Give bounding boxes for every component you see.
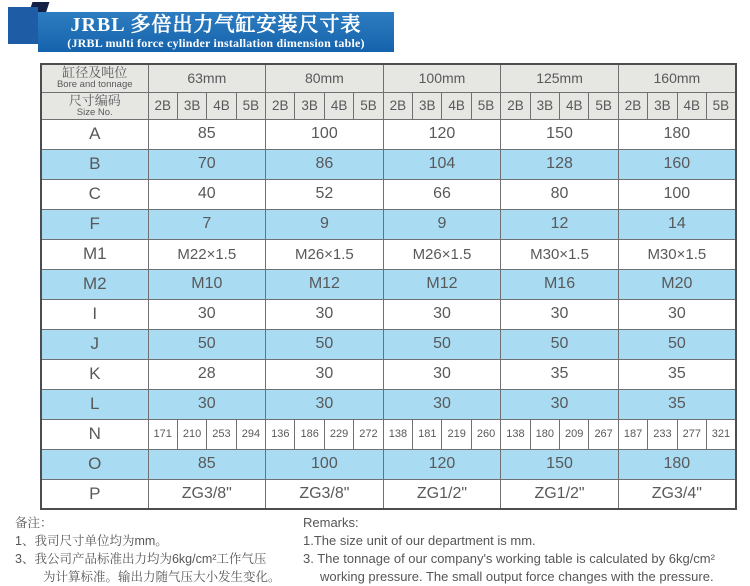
size-col-header: 2B: [618, 92, 647, 119]
cell-F-160mm: 14: [618, 209, 736, 239]
notes-en-line3: working pressure. The small output force changes with the pressure.: [320, 569, 714, 584]
cell-B-100mm: 104: [383, 149, 501, 179]
cell-P-63mm: ZG3/8": [148, 479, 266, 509]
cell-F-125mm: 12: [501, 209, 619, 239]
cell-A-125mm: 150: [501, 119, 619, 149]
cell-N: 277: [677, 419, 706, 449]
table-row-M2: [41, 269, 736, 299]
table-row-L: [41, 389, 736, 419]
cell-P-125mm: ZG1/2": [501, 479, 619, 509]
cell-K-160mm: 35: [618, 359, 736, 389]
size-no-header-cell: [41, 92, 148, 119]
dimension-table: [40, 63, 737, 510]
row-label: J: [41, 329, 148, 359]
cell-N: 171: [148, 419, 177, 449]
cell-N: 253: [207, 419, 236, 449]
cell-O-63mm: 85: [148, 449, 266, 479]
row-label: I: [41, 299, 148, 329]
table-row-N: [41, 419, 736, 449]
cell-A-100mm: 120: [383, 119, 501, 149]
row-label: B: [41, 149, 148, 179]
size-col-header: 3B: [177, 92, 206, 119]
row-label: C: [41, 179, 148, 209]
notes-chinese: [15, 514, 281, 586]
cell-F-80mm: 9: [266, 209, 384, 239]
cell-M2-100mm: M12: [383, 269, 501, 299]
table-row-P: [41, 479, 736, 509]
blue-square-decoration: [8, 7, 38, 44]
size-col-header: 4B: [324, 92, 353, 119]
bore-header-row: [41, 64, 736, 92]
corner-label-zh: 缸径及吨位: [62, 65, 128, 81]
cell-I-100mm: 30: [383, 299, 501, 329]
notes-zh-line1: 1、我司尺寸单位均为mm。: [15, 534, 168, 548]
cell-B-125mm: 128: [501, 149, 619, 179]
cell-N: 136: [266, 419, 295, 449]
page-subtitle: (JRBL multi force cylinder installation dimension table): [67, 36, 365, 50]
cell-A-80mm: 100: [266, 119, 384, 149]
cell-N: 138: [383, 419, 412, 449]
cell-O-100mm: 120: [383, 449, 501, 479]
cell-K-125mm: 35: [501, 359, 619, 389]
row-label: N: [41, 419, 148, 449]
notes-en-line1: 1.The size unit of our department is mm.: [303, 533, 536, 548]
table-row-F: [41, 209, 736, 239]
notes-zh-heading: 备注：: [15, 516, 53, 530]
cell-O-160mm: 180: [618, 449, 736, 479]
cell-N: 321: [706, 419, 735, 449]
cell-N: 209: [560, 419, 589, 449]
size-col-header: 3B: [295, 92, 324, 119]
group-header-80mm: 80mm: [266, 64, 384, 92]
corner-label-en: Bore and tonnage: [56, 79, 133, 91]
cell-B-80mm: 86: [266, 149, 384, 179]
cell-M1-125mm: M30×1.5: [501, 239, 619, 269]
table-row-I: [41, 299, 736, 329]
size-col-header: 3B: [530, 92, 559, 119]
cell-M1-80mm: M26×1.5: [266, 239, 384, 269]
size-col-header: 5B: [706, 92, 735, 119]
size-col-header: 5B: [471, 92, 500, 119]
cell-L-80mm: 30: [266, 389, 384, 419]
cell-M1-100mm: M26×1.5: [383, 239, 501, 269]
cell-M2-160mm: M20: [618, 269, 736, 299]
cell-F-100mm: 9: [383, 209, 501, 239]
cell-N: 272: [354, 419, 383, 449]
title-banner: [38, 12, 394, 52]
row-label: O: [41, 449, 148, 479]
cell-J-63mm: 50: [148, 329, 266, 359]
cell-C-63mm: 40: [148, 179, 266, 209]
size-no-label-en: Size No.: [76, 106, 113, 118]
table-row-K: [41, 359, 736, 389]
cell-N: 267: [589, 419, 618, 449]
cell-L-63mm: 30: [148, 389, 266, 419]
cell-C-80mm: 52: [266, 179, 384, 209]
cell-P-100mm: ZG1/2": [383, 479, 501, 509]
row-label: P: [41, 479, 148, 509]
cell-J-125mm: 50: [501, 329, 619, 359]
cell-N: 233: [648, 419, 677, 449]
size-col-header: 2B: [501, 92, 530, 119]
row-label: A: [41, 119, 148, 149]
cell-N: 186: [295, 419, 324, 449]
notes-en-heading: Remarks:: [303, 515, 359, 530]
size-col-header: 4B: [442, 92, 471, 119]
notes-zh-line3: 为计算标准。输出力随气压大小发生变化。: [43, 570, 281, 584]
table-row-C: [41, 179, 736, 209]
cell-O-125mm: 150: [501, 449, 619, 479]
cell-C-100mm: 66: [383, 179, 501, 209]
cell-O-80mm: 100: [266, 449, 384, 479]
row-label: F: [41, 209, 148, 239]
size-col-header: 5B: [589, 92, 618, 119]
page-title: JRBL 多倍出力气缸安装尺寸表: [70, 14, 362, 36]
cell-N: 180: [530, 419, 559, 449]
cell-A-160mm: 180: [618, 119, 736, 149]
size-col-header: 5B: [236, 92, 265, 119]
cell-N: 187: [618, 419, 647, 449]
group-header-100mm: 100mm: [383, 64, 501, 92]
cell-N: 210: [177, 419, 206, 449]
row-label: K: [41, 359, 148, 389]
cell-N: 229: [324, 419, 353, 449]
cell-B-63mm: 70: [148, 149, 266, 179]
size-col-header: 3B: [648, 92, 677, 119]
cell-C-160mm: 100: [618, 179, 736, 209]
size-header-row: [41, 92, 736, 119]
cell-J-160mm: 50: [618, 329, 736, 359]
cell-K-63mm: 28: [148, 359, 266, 389]
cell-I-160mm: 30: [618, 299, 736, 329]
size-col-header: 4B: [207, 92, 236, 119]
cell-P-160mm: ZG3/4": [618, 479, 736, 509]
group-header-160mm: 160mm: [618, 64, 736, 92]
cell-I-125mm: 30: [501, 299, 619, 329]
cell-C-125mm: 80: [501, 179, 619, 209]
size-col-header: 4B: [677, 92, 706, 119]
cell-L-125mm: 30: [501, 389, 619, 419]
cell-P-80mm: ZG3/8": [266, 479, 384, 509]
corner-header-cell: [41, 64, 148, 92]
cell-B-160mm: 160: [618, 149, 736, 179]
cell-L-160mm: 35: [618, 389, 736, 419]
group-header-63mm: 63mm: [148, 64, 266, 92]
table-row-A: [41, 119, 736, 149]
row-label: L: [41, 389, 148, 419]
cell-I-63mm: 30: [148, 299, 266, 329]
cell-N: 260: [471, 419, 500, 449]
notes-zh-line2: 3、我公司产品标准出力均为6kg/cm²工作气压: [15, 552, 267, 566]
cell-L-100mm: 30: [383, 389, 501, 419]
size-col-header: 2B: [148, 92, 177, 119]
cell-M1-160mm: M30×1.5: [618, 239, 736, 269]
size-col-header: 2B: [383, 92, 412, 119]
size-col-header: 2B: [266, 92, 295, 119]
cell-K-80mm: 30: [266, 359, 384, 389]
notes-english: [303, 514, 715, 586]
notes-en-line2: 3. The tonnage of our company's working table is calculated by 6kg/cm²: [303, 551, 715, 566]
cell-M2-63mm: M10: [148, 269, 266, 299]
table-row-J: [41, 329, 736, 359]
cell-J-80mm: 50: [266, 329, 384, 359]
cell-J-100mm: 50: [383, 329, 501, 359]
cell-F-63mm: 7: [148, 209, 266, 239]
table-row-B: [41, 149, 736, 179]
cell-M2-80mm: M12: [266, 269, 384, 299]
size-no-label-zh: 尺寸编码: [68, 92, 121, 108]
group-header-125mm: 125mm: [501, 64, 619, 92]
cell-M1-63mm: M22×1.5: [148, 239, 266, 269]
cell-N: 138: [501, 419, 530, 449]
cell-N: 294: [236, 419, 265, 449]
row-label: M2: [41, 269, 148, 299]
cell-I-80mm: 30: [266, 299, 384, 329]
cell-A-63mm: 85: [148, 119, 266, 149]
cell-N: 181: [413, 419, 442, 449]
size-col-header: 4B: [560, 92, 589, 119]
table-row-O: [41, 449, 736, 479]
size-col-header: 3B: [413, 92, 442, 119]
cell-N: 219: [442, 419, 471, 449]
size-col-header: 5B: [354, 92, 383, 119]
cell-K-100mm: 30: [383, 359, 501, 389]
cell-M2-125mm: M16: [501, 269, 619, 299]
table-row-M1: [41, 239, 736, 269]
row-label: M1: [41, 239, 148, 269]
